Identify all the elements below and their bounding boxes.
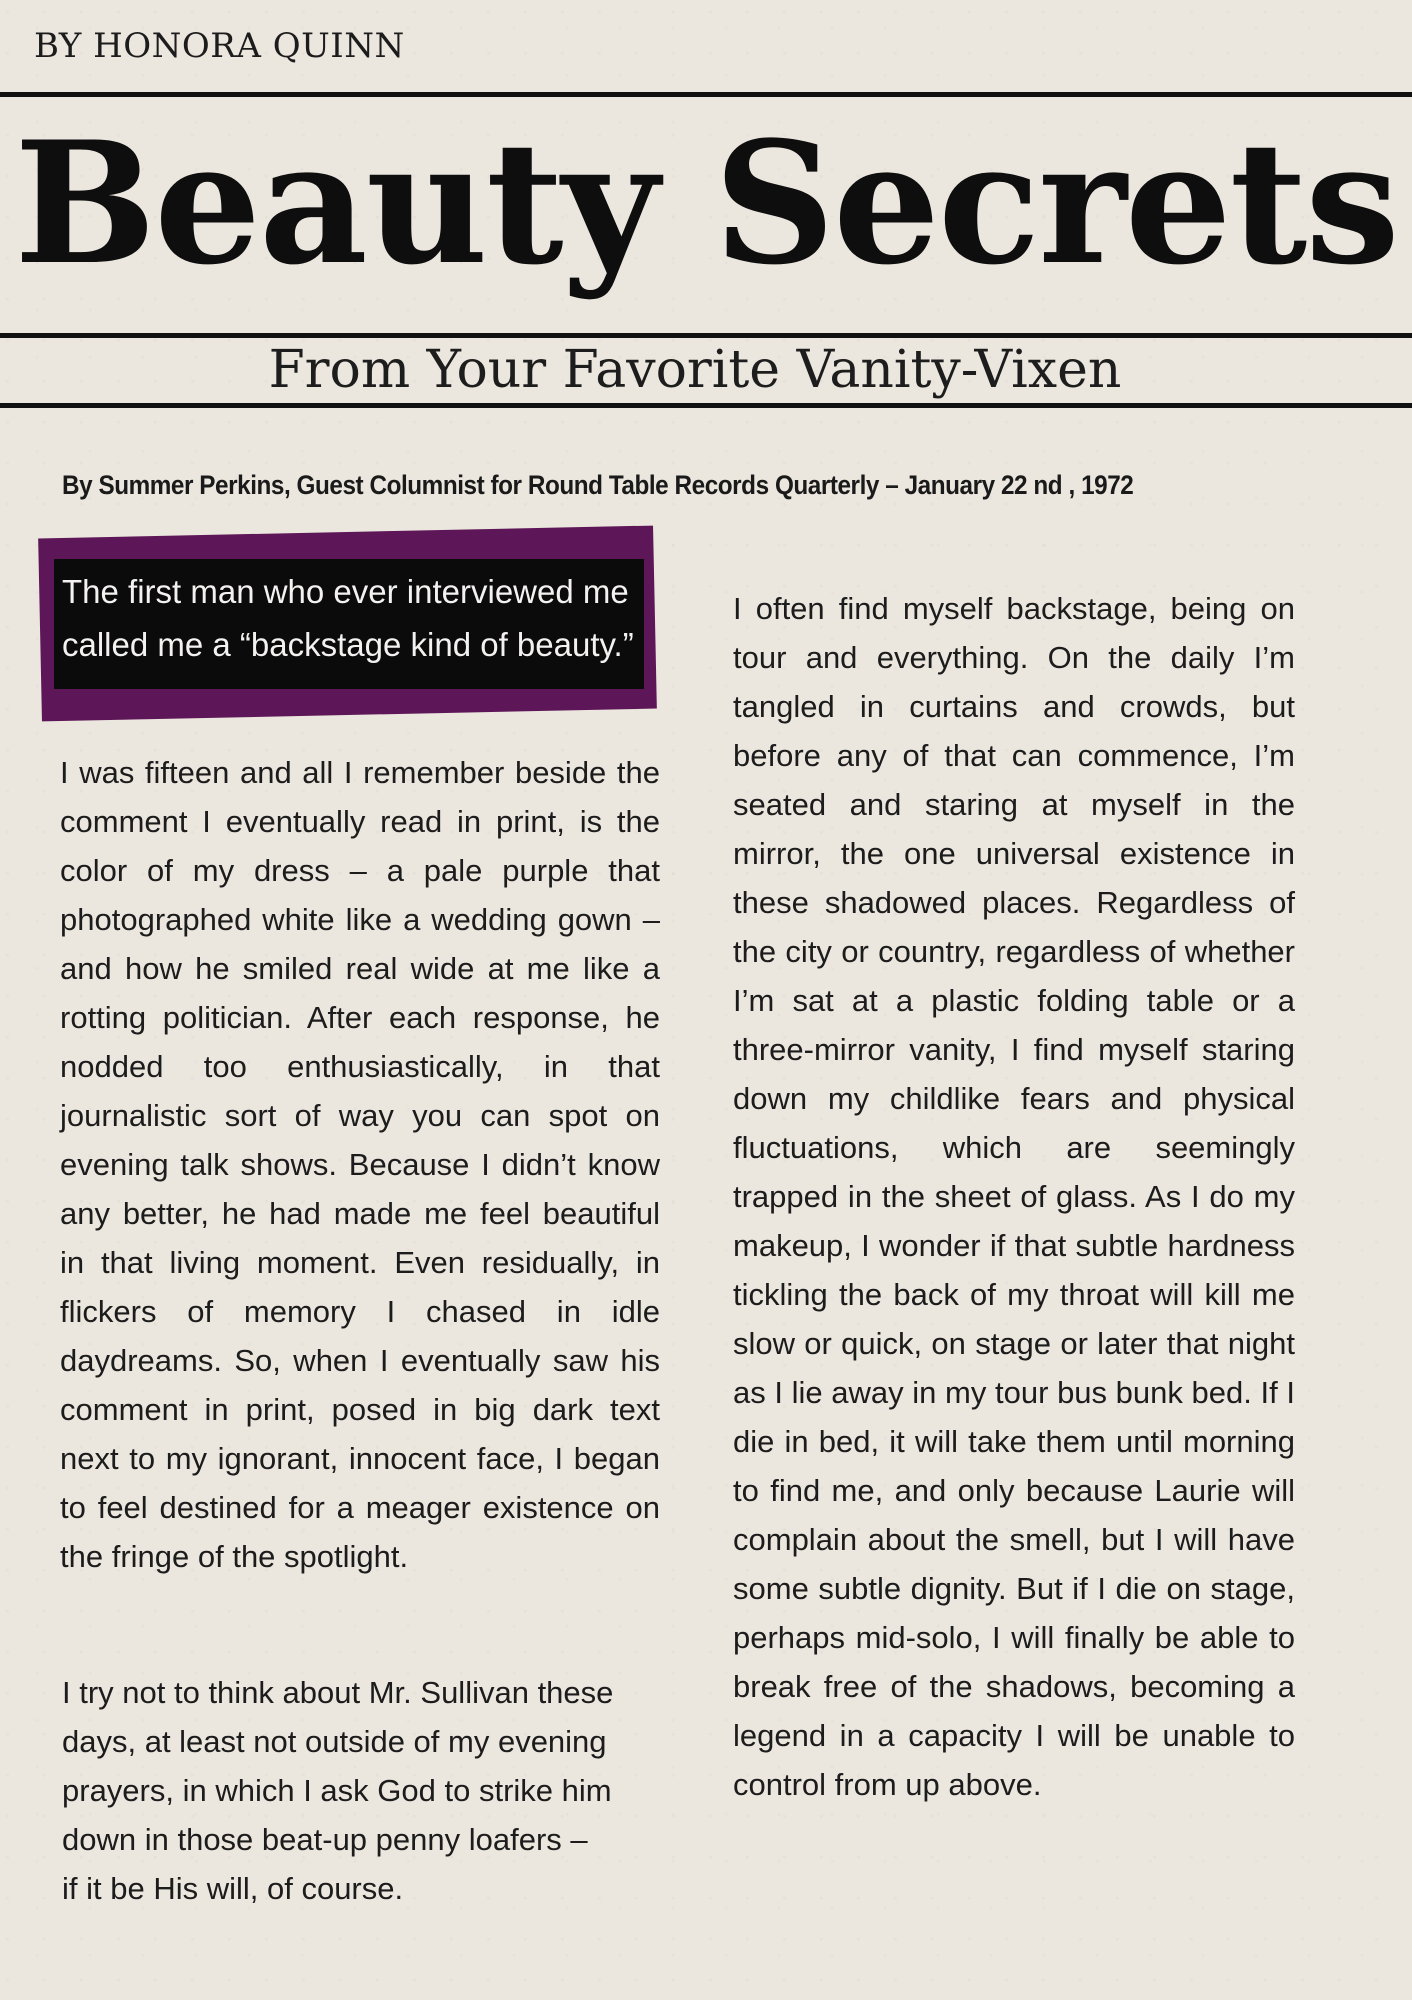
headline: Beauty Secrets bbox=[14, 104, 1398, 302]
body-paragraph: I was fifteen and all I remember beside the comment I eventually read in print, is the color of my dress – a pale purple that photographed white like a wedding gown – and how he smiled real wide at me like a rotting politician. After each response, he nodded too enthusiastically, in that journalistic sort of way you can spot on evening talk shows. Because I didn’t know any better, he had made me feel beautiful in that living moment. Even residually, in flickers of memory I chased in idle daydreams. So, when I eventually saw his comment in print, posed in big dark text next to my ignorant, innocent face, I began to feel destined for a meager existence on the fringe of the spotlight. bbox=[60, 755, 660, 1574]
left-column-closing bbox=[62, 1668, 662, 1913]
author-byline: BY HONORA QUINN bbox=[34, 26, 405, 66]
pull-quote-line: called me a “backstage kind of beauty.” bbox=[62, 626, 634, 663]
body-paragraph: I often find myself backstage, being on tour and everything. On the daily I’m tangled in curtains and crowds, but before any of that can commence, I’m seated and staring at myself in the mirror, the one universal existence in these shadowed places. Regardless of the city or country, regardless of whether I’m sat at a plastic folding table or a three-mirror vanity, I find myself staring down my childlike fears and physical fluctuations, which are seemingly trapped in the sheet of glass. As I do my makeup, I wonder if that subtle hardness tickling the back of my throat will kill me slow or quick, on stage or later that night as I lie away in my tour bus bunk bed. If I die in bed, it will take them until morning to find me, and only because Laurie will complain about the smell, but I will have some subtle dignity. But if I die on stage, perhaps mid-solo, I will finally be able to break free of the shadows, becoming a legend in a capacity I will be unable to control from up above. bbox=[733, 591, 1295, 1802]
pull-quote bbox=[54, 559, 644, 689]
left-column bbox=[60, 748, 660, 1581]
right-column bbox=[733, 584, 1295, 1809]
subheadline: From Your Favorite Vanity-Vixen bbox=[268, 340, 1122, 400]
top-rule bbox=[0, 92, 1412, 97]
pull-quote-line: The first man who ever interviewed me bbox=[62, 573, 629, 610]
columnist-credit: By Summer Perkins, Guest Columnist for Round Table Records Quarterly – January 22 nd , 1972 bbox=[62, 470, 1134, 500]
closing-line: if it be His will, of course. bbox=[62, 1871, 404, 1906]
body-paragraph: I try not to think about Mr. Sullivan these days, at least not outside of my evening prayers, in which I ask God to strike him down in those beat-up penny loafers – bbox=[62, 1675, 614, 1857]
subhead-rule bbox=[0, 403, 1412, 408]
